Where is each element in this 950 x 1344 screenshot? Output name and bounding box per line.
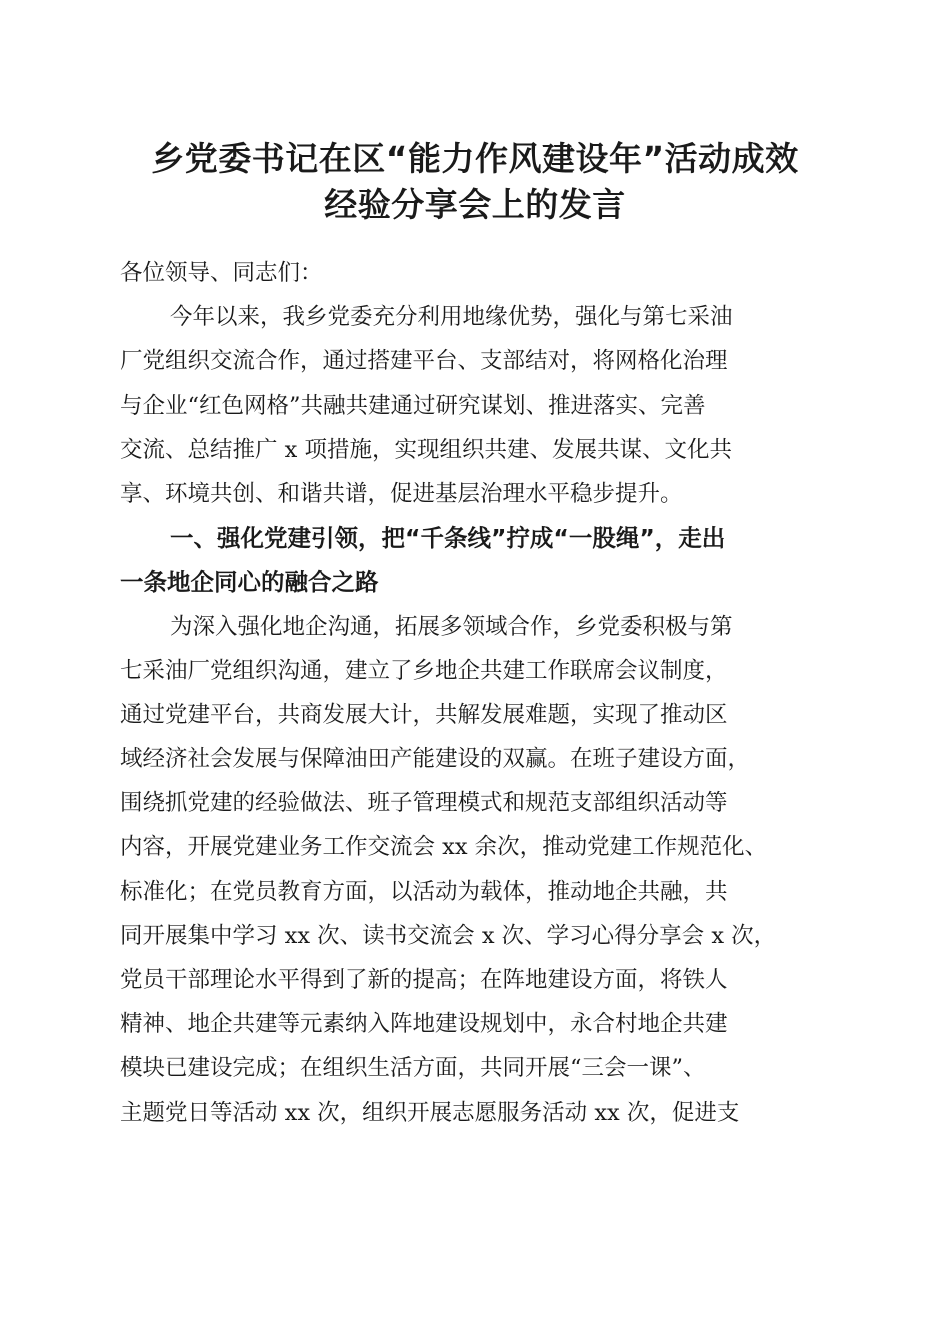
section-body-line: 模块已建设完成；在组织生活方面，共同开展“三会一课”、 bbox=[120, 1055, 706, 1082]
title-line: 乡党委书记在区“能力作风建设年”活动成效 bbox=[151, 139, 799, 178]
section-body-line: 主题党日等活动 xx 次，组织开展志愿服务活动 xx 次，促进支 bbox=[120, 1099, 740, 1126]
section-body-line: 为深入强化地企沟通，拓展多领域合作，乡党委积极与第 bbox=[170, 613, 733, 640]
salutation: 各位领导、同志们： bbox=[120, 260, 323, 286]
intro-paragraph-line: 交流、总结推广 x 项措施，实现组织共建、发展共谋、文化共 bbox=[120, 436, 732, 463]
intro-paragraph-line: 厂党组织交流合作，通过搭建平台、支部结对，将网格化治理 bbox=[120, 348, 728, 375]
section-body-line: 同开展集中学习 xx 次、读书交流会 x 次、学习心得分享会 x 次， bbox=[120, 922, 777, 949]
intro-paragraph-line: 今年以来，我乡党委充分利用地缘优势，强化与第七采油 bbox=[170, 304, 733, 331]
section-body-line: 标准化；在党员教育方面，以活动为载体，推动地企共融，共 bbox=[120, 878, 728, 905]
document-body bbox=[120, 251, 836, 1135]
section-body-line: 内容，开展党建业务工作交流会 xx 余次，推动党建工作规范化、 bbox=[120, 834, 768, 861]
section-body-line: 通过党建平台，共商发展大计，共解发展难题，实现了推动区 bbox=[120, 701, 728, 728]
document-title bbox=[110, 136, 840, 228]
intro-paragraph-line: 享、环境共创、和谐共谱，促进基层治理水平稳步提升。 bbox=[120, 480, 683, 507]
section-heading-line: 一条地企同心的融合之路 bbox=[120, 568, 379, 597]
section-body-line: 精神、地企共建等元素纳入阵地建设规划中，永合村地企共建 bbox=[120, 1011, 728, 1038]
section-body-line: 域经济社会发展与保障油田产能建设的双赢。在班子建设方面， bbox=[120, 746, 751, 773]
title-line: 经验分享会上的发言 bbox=[324, 185, 626, 224]
section-body-line: 围绕抓党建的经验做法、班子管理模式和规范支部组织活动等 bbox=[120, 790, 728, 817]
section-heading-line: 一、强化党建引领，把“千条线”拧成“一股绳”，走出 bbox=[170, 524, 726, 553]
section-body-line: 党员干部理论水平得到了新的提高；在阵地建设方面，将铁人 bbox=[120, 967, 728, 993]
section-body-line: 七采油厂党组织沟通，建立了乡地企共建工作联席会议制度， bbox=[120, 657, 728, 684]
intro-paragraph-line: 与企业“红色网格”共融共建通过研究谋划、推进落实、完善 bbox=[120, 392, 706, 419]
